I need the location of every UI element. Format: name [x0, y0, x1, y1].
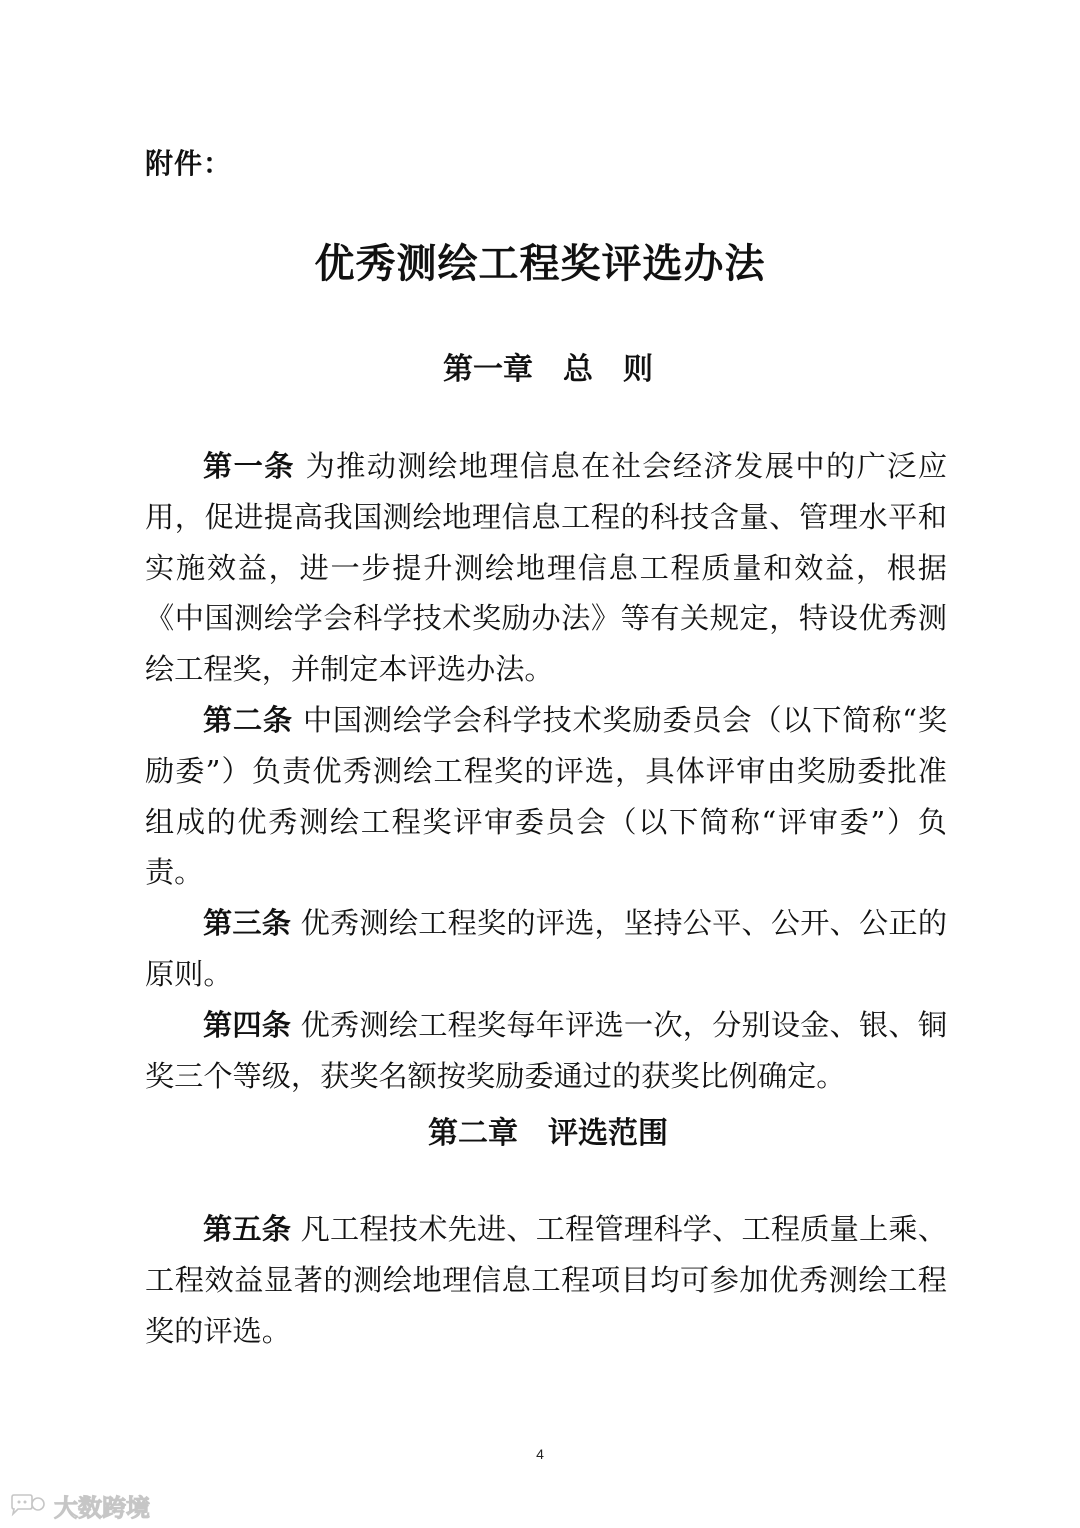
chapter-1-body: [145, 441, 947, 1101]
article-2-label: 第二条: [203, 702, 293, 737]
article-1: [145, 441, 947, 695]
article-5: [145, 1204, 947, 1356]
watermark: [8, 1488, 150, 1523]
article-2: [145, 695, 947, 898]
chat-bubble-logo-icon: [8, 1493, 48, 1519]
page-number: 4: [536, 1446, 544, 1462]
attachment-label: 附件：: [145, 147, 233, 180]
article-4-text: 优秀测绘工程奖每年评选一次，分别设金、银、铜奖三个等级，获奖名额按奖励委通过的获奖比例确定。: [145, 1007, 948, 1093]
article-5-text: 凡工程技术先进、工程管理科学、工程质量上乘、工程效益显著的测绘地理信息工程项目均可参加优秀测绘工程奖的评选。: [145, 1212, 948, 1348]
article-4: [145, 1000, 947, 1102]
chapter-2-heading: 第二章 评选范围: [428, 1116, 668, 1151]
article-5-label: 第五条: [203, 1212, 292, 1246]
chapter-1-heading: 第一章 总 则: [443, 352, 653, 387]
article-4-label: 第四条: [203, 1007, 292, 1042]
watermark-text: 大数跨境: [54, 1494, 150, 1522]
article-3-text: 优秀测绘工程奖的评选，坚持公平、公开、公正的原则。: [145, 906, 948, 991]
document-title: 优秀测绘工程奖评选办法: [314, 241, 766, 287]
article-3-label: 第三条: [203, 906, 292, 941]
article-2-text: 中国测绘学会科学技术奖励委员会（以下简称“奖励委”）负责优秀测绘工程奖的评选，具体评审由奖励委批准组成的优秀测绘工程奖评审委员会（以下简称“评审委”）负责。: [145, 702, 948, 890]
chapter-2-body: [145, 1204, 947, 1356]
article-1-text: 为推动测绘地理信息在社会经济发展中的广泛应用，促进提高我国测绘地理信息工程的科技含量、管理水平和实施效益，进一步提升测绘地理信息工程质量和效益，根据《中国测绘学会科学技术奖励办法》等有关规定，特设优秀测绘工程奖，并制定本评选办法。: [145, 449, 948, 687]
article-3: [145, 898, 947, 1000]
article-1-label: 第一条: [203, 449, 295, 483]
